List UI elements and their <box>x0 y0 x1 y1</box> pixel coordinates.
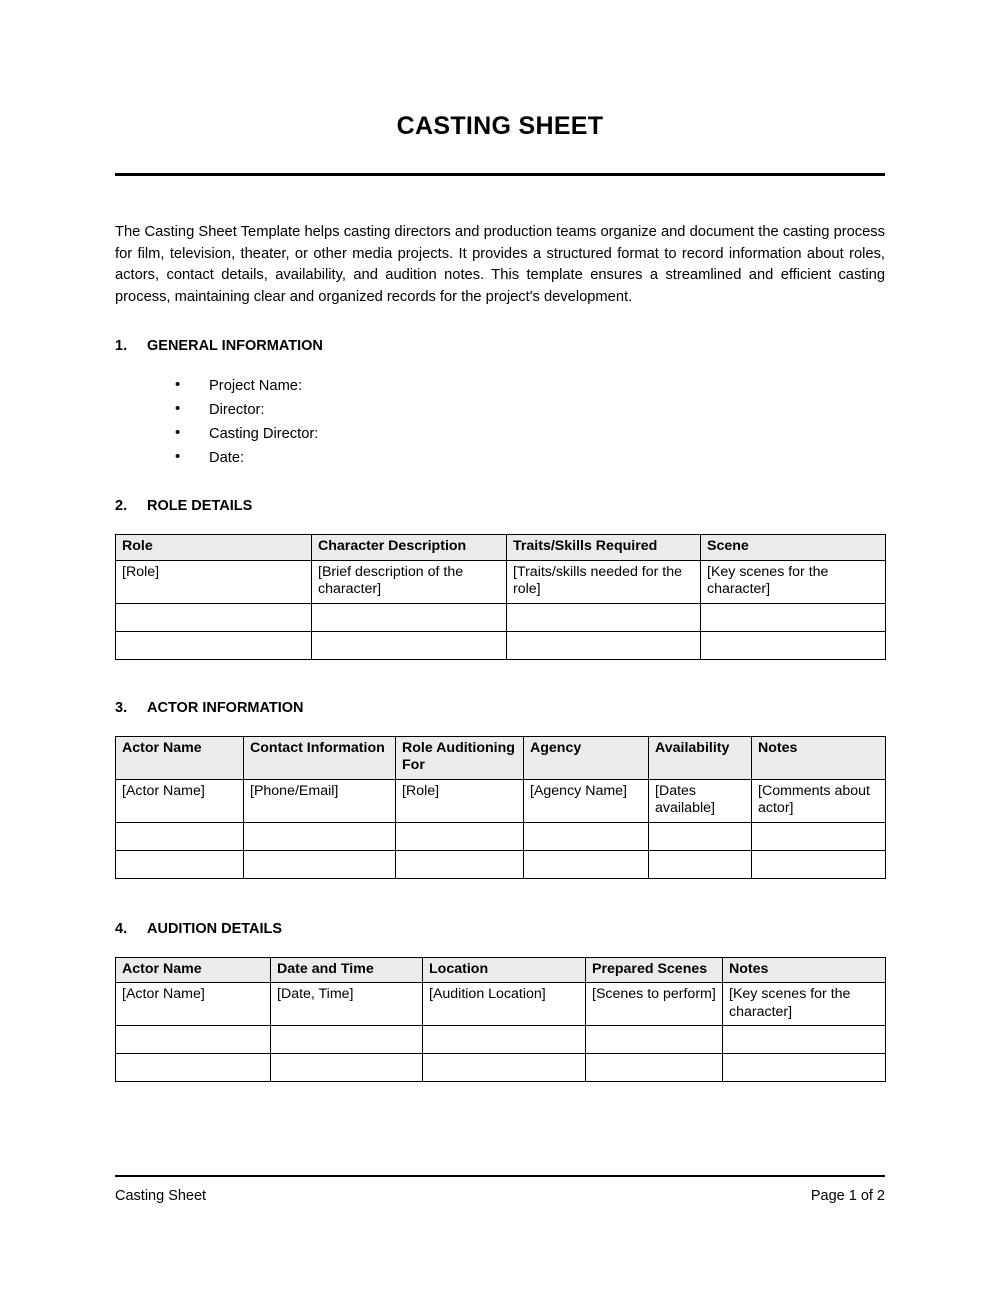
list-item: • Director: <box>175 400 885 420</box>
table-cell[interactable] <box>752 850 886 878</box>
table-cell[interactable] <box>752 822 886 850</box>
table-cell[interactable] <box>507 603 701 631</box>
column-header: Character Description <box>312 535 507 561</box>
column-header: Availability <box>649 736 752 779</box>
column-header: Role Auditioning For <box>396 736 524 779</box>
table-row <box>116 631 886 659</box>
section-number: 3. <box>115 699 128 716</box>
table-cell[interactable] <box>649 822 752 850</box>
list-item: • Project Name: <box>175 376 885 396</box>
table-row <box>116 603 886 631</box>
table-cell[interactable] <box>649 850 752 878</box>
table-row <box>116 850 886 878</box>
column-header: Notes <box>723 957 886 983</box>
table-cell[interactable] <box>524 850 649 878</box>
table-cell[interactable]: [Agency Name] <box>524 779 649 822</box>
page-footer <box>115 1188 885 1204</box>
column-header: Contact Information <box>244 736 396 779</box>
actor-information-table <box>115 736 886 879</box>
table-header-row <box>116 535 886 561</box>
table-row <box>116 983 886 1026</box>
column-header: Location <box>423 957 586 983</box>
role-details-table <box>115 534 886 660</box>
table-cell[interactable] <box>116 631 312 659</box>
table-cell[interactable]: [Actor Name] <box>116 983 271 1026</box>
table-row <box>116 779 886 822</box>
table-row <box>116 560 886 603</box>
general-information-list <box>115 376 885 468</box>
section-title: AUDITION DETAILS <box>147 920 283 937</box>
section-heading-role-details <box>115 498 885 514</box>
intro-paragraph: The Casting Sheet Template helps casting directors and production teams organize and document the casting process for film, television, theater, or other media projects. It provides a structured format to record information about roles, actors, contact details, availability, and audition notes. This template ensures a streamlined and efficient casting process, maintaining clear and organized records for the project's development. <box>115 224 885 305</box>
section-title: ROLE DETAILS <box>147 498 253 514</box>
table-cell[interactable]: [Key scenes for the character] <box>723 983 886 1026</box>
table-cell[interactable]: [Date, Time] <box>271 983 423 1026</box>
table-cell[interactable] <box>507 631 701 659</box>
table-cell[interactable] <box>723 1054 886 1082</box>
audition-details-table <box>115 957 886 1083</box>
table-cell[interactable] <box>271 1026 423 1054</box>
table-cell[interactable]: [Actor Name] <box>116 779 244 822</box>
footer-document-name: Casting Sheet <box>115 1188 207 1204</box>
section-number: 2. <box>115 498 128 514</box>
table-cell[interactable] <box>524 822 649 850</box>
table-cell[interactable]: [Key scenes for the character] <box>701 560 886 603</box>
section-number: 1. <box>115 338 128 354</box>
column-header: Date and Time <box>271 957 423 983</box>
table-cell[interactable] <box>116 603 312 631</box>
table-row <box>116 822 886 850</box>
title-divider <box>115 173 885 176</box>
table-cell[interactable]: [Phone/Email] <box>244 779 396 822</box>
table-cell[interactable]: [Role] <box>116 560 312 603</box>
table-cell[interactable]: [Traits/skills needed for the role] <box>507 560 701 603</box>
section-title: GENERAL INFORMATION <box>147 338 323 354</box>
table-cell[interactable] <box>116 850 244 878</box>
page-title: CASTING SHEET <box>396 112 604 140</box>
table-cell[interactable] <box>586 1054 723 1082</box>
section-heading-general <box>115 338 885 354</box>
table-cell[interactable] <box>116 1054 271 1082</box>
table-header-row <box>116 736 886 779</box>
table-cell[interactable] <box>701 631 886 659</box>
table-cell[interactable] <box>396 822 524 850</box>
table-cell[interactable]: [Dates available] <box>649 779 752 822</box>
table-cell[interactable]: [Brief description of the character] <box>312 560 507 603</box>
column-header: Traits/Skills Required <box>507 535 701 561</box>
table-row <box>116 1054 886 1082</box>
table-header-row <box>116 957 886 983</box>
table-cell[interactable] <box>423 1054 586 1082</box>
table-row <box>116 1026 886 1054</box>
footer-page-number: Page 1 of 2 <box>810 1188 885 1204</box>
column-header: Role <box>116 535 312 561</box>
column-header: Prepared Scenes <box>586 957 723 983</box>
table-cell[interactable]: [Audition Location] <box>423 983 586 1026</box>
table-cell[interactable] <box>586 1026 723 1054</box>
table-cell[interactable]: [Scenes to perform] <box>586 983 723 1026</box>
list-item: • Casting Director: <box>175 424 885 444</box>
column-header: Scene <box>701 535 886 561</box>
section-title: ACTOR INFORMATION <box>147 699 304 716</box>
column-header: Actor Name <box>116 957 271 983</box>
table-cell[interactable] <box>244 850 396 878</box>
table-cell[interactable] <box>701 603 886 631</box>
footer-divider <box>115 1175 885 1177</box>
column-header: Notes <box>752 736 886 779</box>
table-cell[interactable] <box>312 603 507 631</box>
column-header: Agency <box>524 736 649 779</box>
section-heading-audition-details <box>115 921 885 937</box>
table-cell[interactable]: [Comments about actor] <box>752 779 886 822</box>
table-cell[interactable]: [Role] <box>396 779 524 822</box>
column-header: Actor Name <box>116 736 244 779</box>
table-cell[interactable] <box>723 1026 886 1054</box>
table-cell[interactable] <box>271 1054 423 1082</box>
table-cell[interactable] <box>396 850 524 878</box>
table-cell[interactable] <box>423 1026 586 1054</box>
section-number: 4. <box>115 920 128 937</box>
table-cell[interactable] <box>116 822 244 850</box>
table-cell[interactable] <box>244 822 396 850</box>
table-cell[interactable] <box>312 631 507 659</box>
list-item: • Date: <box>175 448 885 468</box>
section-heading-actor-information <box>115 700 885 716</box>
table-cell[interactable] <box>116 1026 271 1054</box>
